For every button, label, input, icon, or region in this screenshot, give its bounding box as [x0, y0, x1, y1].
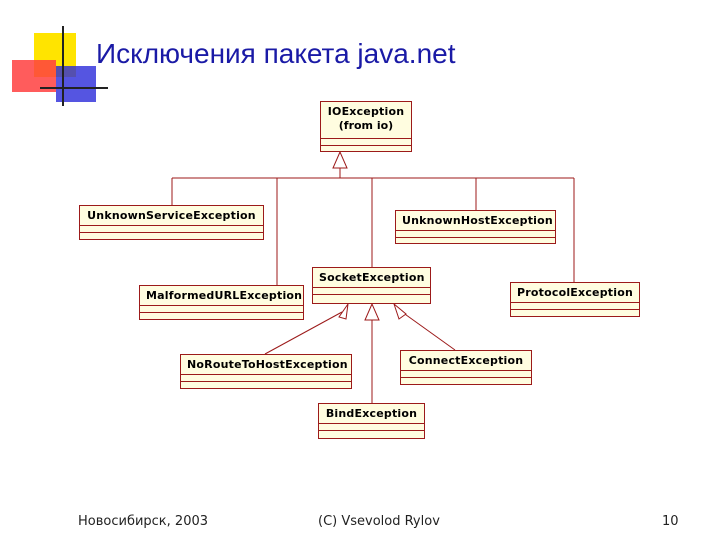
class-name: ProtocolException — [517, 286, 633, 299]
inherit-arrow-ioexception — [333, 152, 347, 168]
class-name: MalformedURLException — [146, 289, 303, 302]
class-box-ioexception[interactable] — [320, 101, 412, 152]
class-name: UnknownHostException — [402, 214, 553, 227]
inherit-arrow-socket-right — [394, 304, 406, 319]
class-name: SocketException — [319, 271, 425, 284]
class-box-unknownhostexception[interactable] — [395, 210, 556, 244]
slide-title: Исключения пакета java.net — [96, 38, 456, 69]
class-name: NoRouteToHostException — [187, 358, 348, 371]
class-box-connectexception[interactable] — [400, 350, 532, 385]
inherit-arrow-socket-left — [339, 304, 348, 319]
class-name: IOException — [327, 105, 405, 118]
footer-copyright: (C) Vsevolod Rylov — [318, 514, 440, 529]
class-name: UnknownServiceException — [87, 209, 256, 222]
class-box-unknownserviceexception[interactable] — [79, 205, 264, 240]
class-name: BindException — [325, 407, 418, 420]
page-number: 10 — [662, 514, 679, 529]
class-box-protocolexception[interactable] — [510, 282, 640, 317]
class-box-socketexception[interactable] — [312, 267, 431, 304]
class-name: ConnectException — [408, 354, 524, 367]
inherit-arrow-socket-center — [365, 304, 379, 320]
footer-location-year: Новосибирск, 2003 — [78, 514, 209, 529]
class-box-malformedurlexception[interactable] — [139, 285, 304, 320]
class-box-bindexception[interactable] — [318, 403, 425, 439]
class-package-note: (from io) — [338, 119, 394, 132]
class-box-noroutetohostexception[interactable] — [180, 354, 352, 389]
